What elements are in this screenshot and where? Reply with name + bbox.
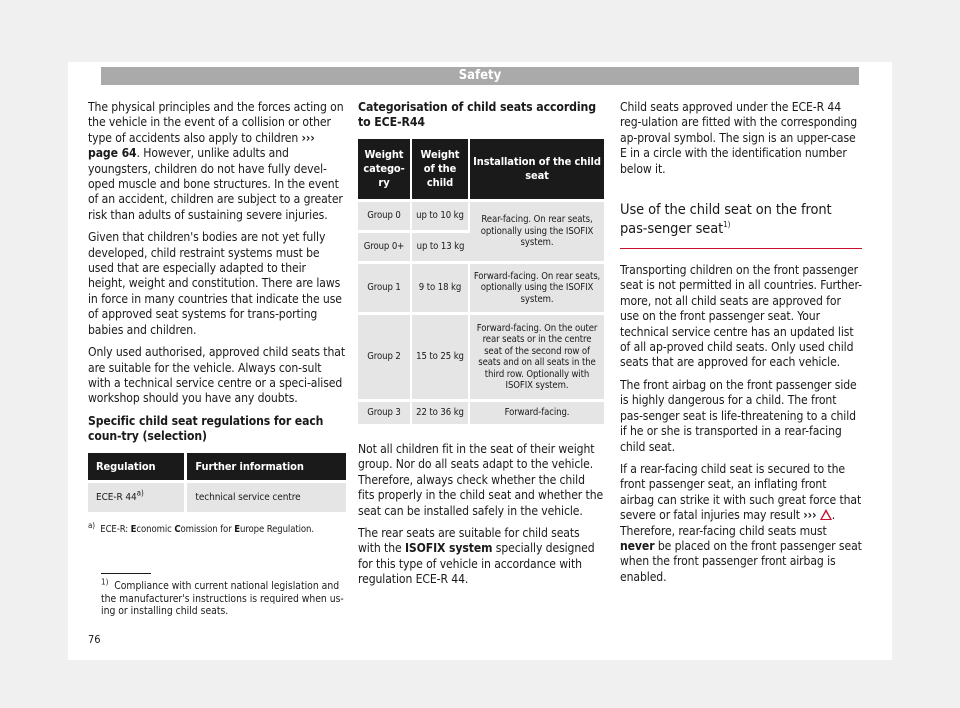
table-cell: Forward-facing. On the outer rear seats or in the centre seat of the second row of seats and on all seats in the third row. Optionally with ISOFIX system. (469, 314, 604, 401)
table-row (358, 314, 604, 401)
table-cell: Forward-facing. On rear seats, optionally using the ISOFIX system. (469, 263, 604, 314)
paragraph-front-passenger: Transporting children on the front passenger seat is not permitted in all countries. Further-more, not all child seats are approved for use on the front passenger seat. Your technical service centre has an updated list of all ap-proved child seats. Only used child seats that are approved for each vehicle. (620, 263, 862, 370)
footnote-marker: 1) (723, 220, 731, 230)
column-header: Further information (186, 453, 346, 482)
paragraph-rear-facing-warning: If a rear-facing child seat is secured to the front passenger seat, an inflating front airbag can strike it with such great force that severe or fatal injuries may result ››› . Therefore, rear-facing child seats must never be placed on the front passenger seat when the front passenger front airbag is enabled. (620, 461, 862, 584)
column-middle (358, 100, 604, 595)
table-row (88, 481, 346, 512)
page-reference-link[interactable]: ››› page 64 (88, 130, 315, 161)
column-right (620, 100, 862, 592)
table-cell: 22 to 36 kg (411, 401, 469, 425)
table-cell: 9 to 18 kg (411, 263, 469, 314)
regulation-table (88, 453, 346, 513)
regulation-heading: Specific child seat regulations for each coun-try (selection) (88, 413, 324, 444)
table-cell: Forward-facing. (469, 401, 604, 425)
paragraph-airbag-danger: The front airbag on the front passenger side is highly dangerous for a child. The front pas-senger seat is life-threatening to a child if he or she is transported in a rear-facing child seat. (620, 377, 857, 454)
paragraph-physical-principles: The physical principles and the forces acting on the vehicle in the event of a collision or other type of accidents also apply to children ››› page 64. However, unlike adults and youngsters, children do not have fully devel-oped muscle and bone structures. In the event of an accident, children are subject to a greater risk than adults of sustaining severe injuries. (88, 100, 344, 222)
column-header: Weight catego-ry (358, 139, 411, 201)
footnote-divider (101, 573, 151, 574)
column-left (88, 100, 346, 536)
paragraph-weight-group: Not all children fit in the seat of their weight group. Nor do all seats adapt to the vehicle. Therefore, always check whether the child fits properly in the child seat and whether the seat can be installed safely in the vehicle. (358, 442, 604, 518)
child-seat-category-table (358, 139, 604, 424)
table-cell: up to 13 kg (411, 232, 469, 263)
table-cell: Rear-facing. On rear seats, optionally using the ISOFIX system. (469, 201, 604, 263)
column-header: Regulation (88, 453, 186, 482)
table-row (358, 263, 604, 314)
child-seat-table-title: Categorisation of child seats according to ECE-R44 (358, 100, 596, 129)
column-header: Weight of the child (411, 139, 469, 201)
table-cell: technical service centre (186, 481, 346, 512)
table-cell: Group 3 (358, 401, 411, 425)
table-row (358, 401, 604, 425)
paragraph-isofix: The rear seats are suitable for child seats with the ISOFIX system specially designed for this type of vehicle in accordance with regulation ECE-R 44. (358, 526, 595, 587)
paragraph-approval-symbol: Child seats approved under the ECE-R 44 reg-ulation are fitted with the corresponding ap-proval symbol. The sign is an upper-case E in a circle with the identification number below it. (620, 100, 858, 176)
warning-triangle-icon (820, 509, 832, 520)
warning-reference-link[interactable]: ››› (803, 508, 817, 523)
paragraph-approved-seats: Only used authorised, approved child seats that are suitable for the vehicle. Always con-sult with a technical service centre or a speci-alised workshop should you have any doubts. (88, 345, 345, 406)
footnote-marker: a) (136, 488, 144, 498)
table-cell: Group 2 (358, 314, 411, 401)
table-header-row (88, 453, 346, 482)
column-header: Installation of the child seat (469, 139, 604, 201)
table-cell: Group 1 (358, 263, 411, 314)
paragraph-restraint-systems: Given that children's bodies are not yet fully developed, child restraint systems must be used that are especially adapted to their height, weight and constitution. There are laws in force in many countries that indicate the use of approved seat systems for trans-porting babies and children. (88, 230, 342, 337)
page-number: 76 (88, 633, 101, 646)
table-cell: ECE-R 44$^{a)}$ (88, 481, 186, 512)
section-header: Safety (101, 67, 859, 85)
section-heading-front-seat: Use of the child seat on the front pas-senger seat$^{1)}$ (620, 193, 862, 249)
table-cell: up to 10 kg (411, 201, 469, 232)
table-row (358, 201, 604, 232)
table-cell: Group 0 (358, 201, 411, 232)
table-footnote: $^{a)}$ ECE-R: Economic Comission for Europe Regulation. (88, 521, 314, 536)
page-footnote: $^{1)}$ Compliance with current national legislation and the manufacturer's instructions is required when us-ing or installing child seats. (101, 577, 344, 617)
table-cell: 15 to 25 kg (411, 314, 469, 401)
table-cell: Group 0+ (358, 232, 411, 263)
table-header-row (358, 139, 604, 201)
